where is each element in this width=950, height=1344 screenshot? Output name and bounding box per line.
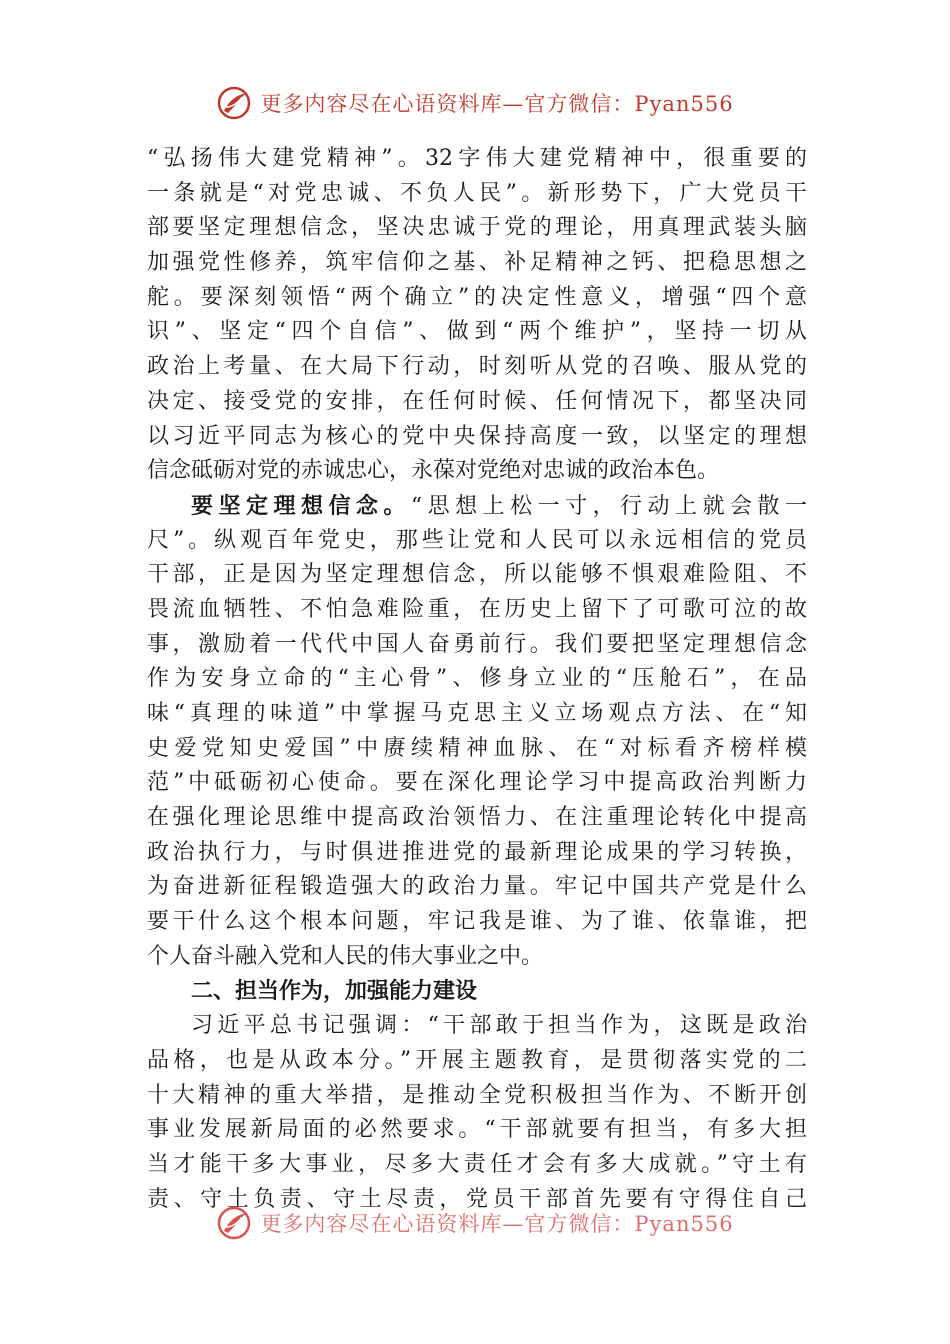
text-line: 部要坚定理想信念，坚决忠诚于党的理论，用真理武装头脑 [147, 215, 807, 241]
text-line: 为奋进新征程锻造强大的政治力量。牢记中国共产党是什么 [147, 874, 807, 900]
text-line: 加强党性修养，筑牢信仰之基、补足精神之钙、把稳思想之 [147, 250, 807, 276]
watermark-banner-top [0, 78, 950, 128]
text-line: 十大精神的重大举措，是推动全党积极担当作为、不断开创 [147, 1082, 807, 1108]
document-body [147, 142, 807, 1217]
text-line: 作为安身立命的“主心骨”、修身立业的“压舱石”，在品 [147, 666, 807, 692]
text-line: 舵。要深刻领悟“两个确立”的决定性意义，增强“四个意 [147, 284, 807, 310]
text-line: 政治上考量、在大局下行动，时刻听从党的召唤、服从党的 [147, 354, 807, 380]
text-line: 政治执行力，与时俱进推进党的最新理论成果的学习转换， [147, 839, 807, 865]
text-line: 品格，也是从政本分。”开展主题教育，是贯彻落实党的二 [147, 1047, 807, 1073]
paragraph-lead-line [147, 489, 807, 524]
text-line: 干部，正是因为坚定理想信念，所以能够不惧艰难险阻、不 [147, 562, 807, 588]
text-line: 范”中砥砺初心使命。要在深化理论学习中提高政治判断力 [147, 770, 807, 796]
text-line: 以习近平同志为核心的党中央保持高度一致，以坚定的理想 [147, 423, 807, 449]
bold-lead: 要坚定理想信念。 [191, 492, 411, 519]
text-line: 责、守土负责、守土尽责，党员干部首先要有守得住自己 [147, 1186, 807, 1212]
text-line: 习近平总书记强调：“干部敢于担当作为，这既是政治 [191, 1013, 807, 1039]
text-line: 一条就是“对党忠诚、不负人民”。新形势下，广大党员干 [147, 180, 807, 206]
brush-logo-icon [216, 85, 252, 121]
text-line: 决定、接受党的安排，在任何时候、任何情况下，都坚决同 [147, 388, 807, 414]
watermark-text: 更多内容尽在心语资料库—官方微信：Pyan556 [260, 1212, 734, 1236]
text-line: 个人奋斗融入党和人民的伟大事业之中。 [147, 943, 544, 969]
text-line: 当才能干多大事业，尽多大责任才会有多大成就。”守土有 [147, 1151, 807, 1177]
text-line: 史爱党知史爱国”中赓续精神血脉、在“对标看齐榜样模 [147, 735, 807, 761]
watermark-text: 更多内容尽在心语资料库—官方微信：Pyan556 [260, 92, 734, 116]
text-line: 识”、坚定“四个自信”、做到“两个维护”，坚持一切从 [147, 319, 807, 345]
watermark-banner-bottom [0, 1198, 950, 1248]
section-heading: 二、担当作为，加强能力建设 [191, 978, 478, 1004]
text-line: 信念砥砺对党的赤诚忠心，永葆对党绝对忠诚的政治本色。 [147, 458, 720, 484]
text-line: “弘扬伟大建党精神”。32字伟大建党精神中，很重要的 [147, 146, 807, 171]
text-line: 畏流血牺牲、不怕急难险重，在历史上留下了可歌可泣的故 [147, 596, 807, 622]
text-line: 味“真理的味道”中掌握马克思主义立场观点方法、在“知 [147, 701, 807, 726]
text-line: 在强化理论思维中提高政治领悟力、在注重理论转化中提高 [147, 805, 807, 831]
text-line: 尺”。纵观百年党史，那些让党和人民可以永远相信的党员 [147, 527, 807, 553]
text-line: 事业发展新局面的必然要求。“干部就要有担当，有多大担 [147, 1117, 807, 1143]
brush-logo-icon [216, 1205, 252, 1241]
lead-rest: “思想上松一寸，行动上就会散一 [410, 493, 807, 519]
text-line: 要干什么这个根本问题，牢记我是谁、为了谁、依靠谁，把 [147, 909, 807, 935]
text-line: 事，激励着一代代中国人奋勇前行。我们要把坚定理想信念 [147, 631, 807, 657]
